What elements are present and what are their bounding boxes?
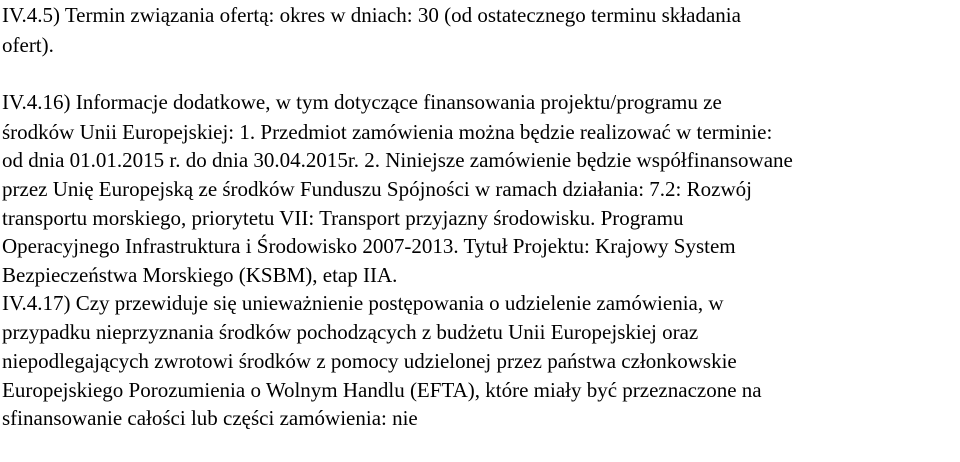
text-line: środków Unii Europejskiej: 1. Przedmiot zamówienia można będzie realizować w terminie: xyxy=(2,120,773,144)
text-line: IV.4.17) Czy przewiduje się unieważnienie postępowania o udzielenie zamówienia, w xyxy=(2,291,724,315)
text-line: przypadku nieprzyznania środków pochodzących z budżetu Unii Europejskiej oraz xyxy=(2,320,699,344)
text-line: IV.4.5) Termin związania ofertą: okres w dniach: 30 (od ostatecznego terminu składania xyxy=(2,3,741,27)
text-line: Europejskiego Porozumienia o Wolnym Handlu (EFTA), które miały być przeznaczone na xyxy=(2,378,762,402)
text-line: przez Unię Europejską ze środków Funduszu Spójności w ramach działania: 7.2: Rozwój xyxy=(2,177,752,201)
text-line: niepodlegających zwrotowi środków z pomocy udzielonej przez państwa członkowskie xyxy=(2,349,737,373)
text-line: sfinansowanie całości lub części zamówienia: nie xyxy=(2,406,418,430)
text-line: od dnia 01.01.2015 r. do dnia 30.04.2015r. 2. Niniejsze zamówienie będzie współfinansowane xyxy=(2,148,793,172)
text-line: ofert). xyxy=(2,33,54,57)
text-line: IV.4.16) Informacje dodatkowe, w tym dotyczące finansowania projektu/programu ze xyxy=(2,90,722,114)
text-line: Operacyjnego Infrastruktura i Środowisko 2007-2013. Tytuł Projektu: Krajowy System xyxy=(2,234,736,258)
text-line: transportu morskiego, priorytetu VII: Transport przyjazny środowisku. Programu xyxy=(2,206,684,230)
text-line: Bezpieczeństwa Morskiego (KSBM), etap IIA. xyxy=(2,263,398,287)
